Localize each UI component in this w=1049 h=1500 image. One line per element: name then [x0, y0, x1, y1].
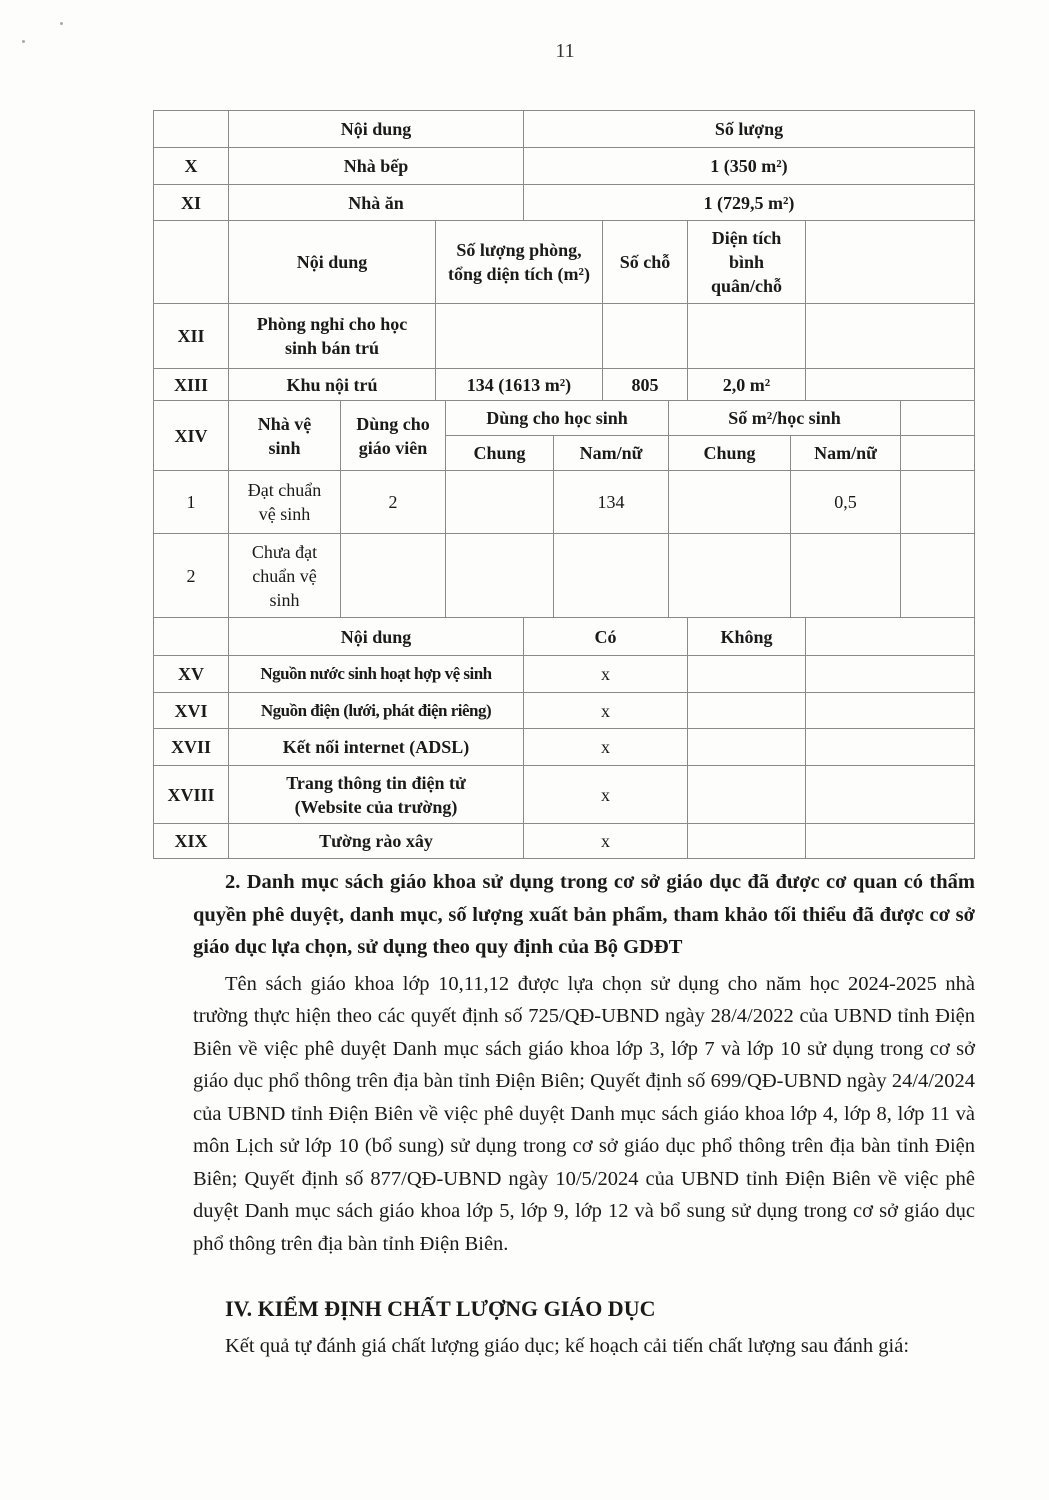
row-content: Nhà bếp: [228, 147, 524, 185]
row-no: [687, 765, 806, 824]
header-no: Không: [687, 617, 806, 656]
row-yes: x: [523, 823, 688, 859]
section-2-body: Tên sách giáo khoa lớp 10,11,12 được lựa chọn sử dụng cho năm học 2024-2025 nhà trường thực hiện theo các quyết định số 725/QĐ-UBND ngày 28/4/2022 của UBND tỉnh Điện Biên về việc phê duyệt Danh mục sách giáo khoa lớp 3, lớp 7 và lớp 10 sử dụng trong cơ sở giáo dục phổ thông trên địa bàn tỉnh Điện Biên; Quyết định số 699/QĐ-UBND ngày 24/4/2024 của UBND tỉnh Điện Biên về việc phê duyệt Danh mục sách giáo khoa lớp 4, lớp 8, lớp 11 và môn Lịch sử lớp 10 (bổ sung) sử dụng trong cơ sở giáo dục phổ thông trên địa bàn tỉnh Điện Biên; Quyết định số 877/QĐ-UBND ngày 10/5/2024 của UBND tỉnh Điện Biên về việc phê duyệt Danh mục sách giáo khoa lớp 5, lớp 9, lớp 12 và bổ sung sử dụng trong cơ sở giáo dục phổ thông trên địa bàn tỉnh Điện Biên.: [193, 972, 975, 1255]
header-quantity: Số lượng: [523, 110, 975, 148]
row-rooms: 134 (1613 m²): [435, 368, 603, 401]
row-no: [687, 692, 806, 729]
table-cell-empty: [805, 823, 975, 859]
row-seats: [602, 303, 688, 369]
table-cell-empty: [900, 470, 975, 534]
table-cell-empty: [805, 655, 975, 693]
header-content: Nội dung: [228, 617, 524, 656]
row-teacher: [340, 533, 446, 618]
table-cell-empty: [900, 533, 975, 618]
table-cell-empty: [900, 400, 975, 436]
table-cell-empty: [153, 220, 229, 304]
row-students-common: [445, 470, 554, 534]
row-quantity: 1 (729,5 m²): [523, 184, 975, 221]
row-number: 1: [153, 470, 229, 534]
row-content: Nguồn điện (lưới, phát điện riêng): [228, 692, 524, 729]
row-label: Đạt chuẩn vệ sinh: [228, 470, 341, 534]
table-cell-empty: [805, 617, 975, 656]
row-content: Nguồn nước sinh hoạt hợp vệ sinh: [228, 655, 524, 693]
table-cell-empty: [805, 692, 975, 729]
row-roman: XIX: [153, 823, 229, 859]
row-no: [687, 728, 806, 766]
section-4-heading: IV. KIỂM ĐỊNH CHẤT LƯỢNG GIÁO DỤC: [225, 1296, 656, 1321]
row-roman: XV: [153, 655, 229, 693]
table-cell-empty: [900, 435, 975, 471]
row-roman: XII: [153, 303, 229, 369]
table-cell-empty: [805, 303, 975, 369]
row-roman: XIV: [153, 400, 229, 471]
header-toilet: Nhà vệ sinh: [228, 400, 341, 471]
header-students-male-female: Nam/nữ: [553, 435, 669, 471]
row-roman: XIII: [153, 368, 229, 401]
row-yes: x: [523, 728, 688, 766]
row-quantity: 1 (350 m²): [523, 147, 975, 185]
row-avg-area: 2,0 m²: [687, 368, 806, 401]
table-cell-empty: [805, 765, 975, 824]
row-students-male-female: [553, 533, 669, 618]
section-2-heading: 2. Danh mục sách giáo khoa sử dụng trong cơ sở giáo dục đã được cơ quan có thẩm quyền phê duyệt, danh mục, số lượng xuất bản phẩm, tham khảo tối thiểu đã được cơ sở giáo dục lựa chọn, sử dụng theo quy định của Bộ GDĐT: [193, 871, 975, 958]
header-students-common: Chung: [445, 435, 554, 471]
row-teacher: 2: [340, 470, 446, 534]
row-per-student-male-female: [790, 533, 901, 618]
row-rooms: [435, 303, 603, 369]
header-per-student-male-female: Nam/nữ: [790, 435, 901, 471]
table-cell-empty: [805, 728, 975, 766]
row-content: Tường rào xây: [228, 823, 524, 859]
row-yes: x: [523, 655, 688, 693]
page-number: 11: [555, 40, 575, 62]
row-no: [687, 823, 806, 859]
row-roman: XVI: [153, 692, 229, 729]
row-students-male-female: 134: [553, 470, 669, 534]
row-label: Chưa đạt chuẩn vệ sinh: [228, 533, 341, 618]
table-cell-empty: [153, 110, 229, 148]
section-4-body: Kết quả tự đánh giá chất lượng giáo dục; kế hoạch cải tiến chất lượng sau đánh giá:: [225, 1334, 910, 1357]
row-content: Trang thông tin điện tử (Website của trường): [228, 765, 524, 824]
row-seats: 805: [602, 368, 688, 401]
scan-speck: [60, 22, 63, 25]
row-per-student-common: [668, 470, 791, 534]
header-per-student: Số m²/học sinh: [668, 400, 901, 436]
row-yes: x: [523, 765, 688, 824]
row-avg-area: [687, 303, 806, 369]
header-seats: Số chỗ: [602, 220, 688, 304]
header-per-student-common: Chung: [668, 435, 791, 471]
row-roman: X: [153, 147, 229, 185]
row-roman: XVIII: [153, 765, 229, 824]
section-2: [193, 866, 975, 1260]
row-content: Kết nối internet (ADSL): [228, 728, 524, 766]
header-rooms-area: Số lượng phòng, tổng diện tích (m²): [435, 220, 603, 304]
header-yes: Có: [523, 617, 688, 656]
table-cell-empty: [153, 617, 229, 656]
row-roman: XVII: [153, 728, 229, 766]
row-per-student-male-female: 0,5: [790, 470, 901, 534]
row-per-student-common: [668, 533, 791, 618]
header-teacher: Dùng cho giáo viên: [340, 400, 446, 471]
row-students-common: [445, 533, 554, 618]
header-content: Nội dung: [228, 220, 436, 304]
table-cell-empty: [805, 220, 975, 304]
header-students: Dùng cho học sinh: [445, 400, 669, 436]
row-no: [687, 655, 806, 693]
section-4: [193, 1293, 975, 1362]
row-content: Khu nội trú: [228, 368, 436, 401]
row-roman: XI: [153, 184, 229, 221]
row-content: Phòng nghỉ cho học sinh bán trú: [228, 303, 436, 369]
row-number: 2: [153, 533, 229, 618]
header-content: Nội dung: [228, 110, 524, 148]
table-cell-empty: [805, 368, 975, 401]
header-avg-area: Diện tích bình quân/chỗ: [687, 220, 806, 304]
row-content: Nhà ăn: [228, 184, 524, 221]
row-yes: x: [523, 692, 688, 729]
